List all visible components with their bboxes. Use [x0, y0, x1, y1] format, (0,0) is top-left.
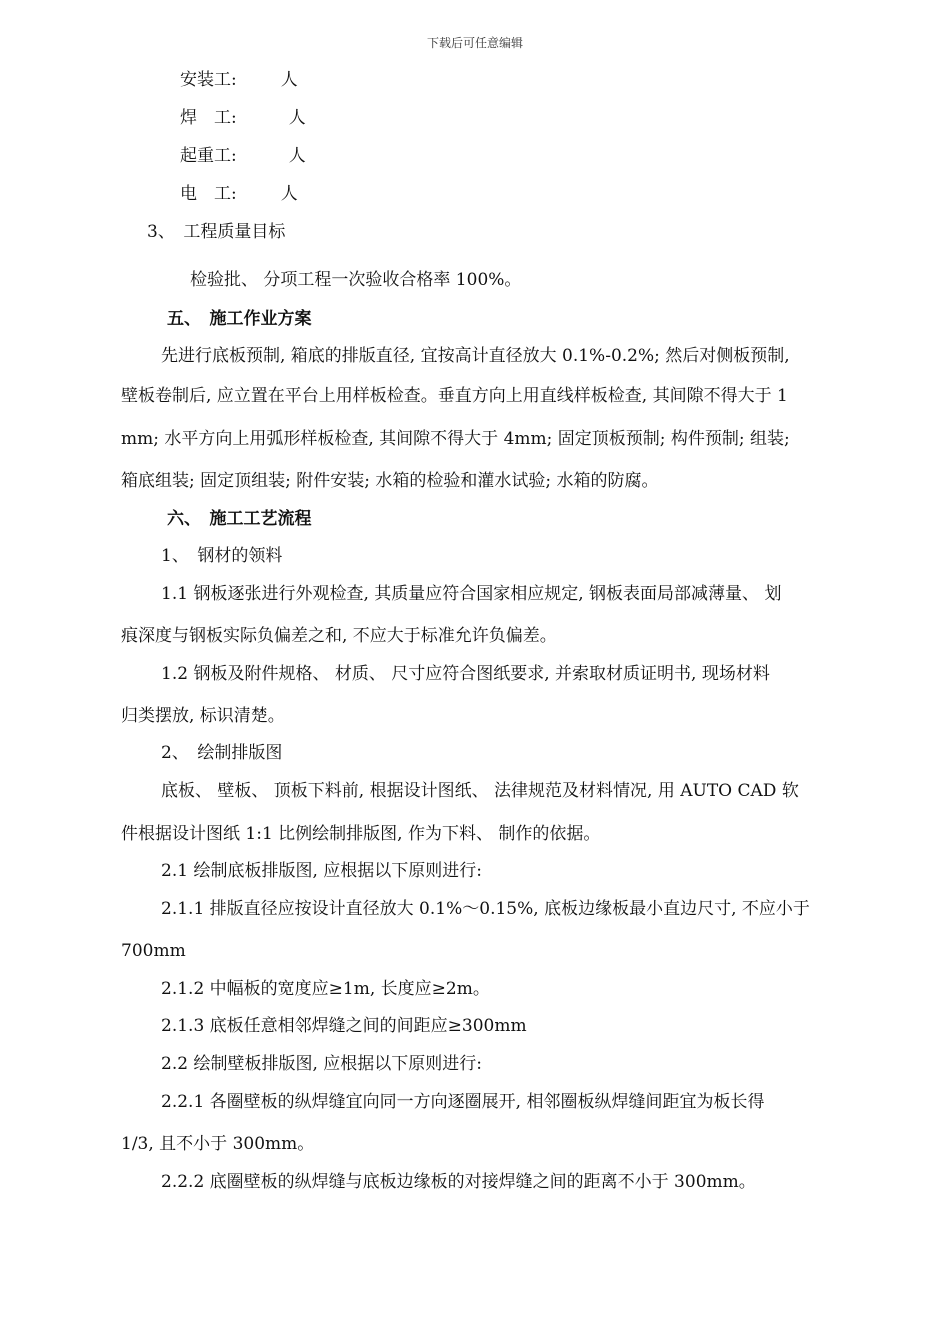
paragraph-line: 件根据设计图纸 1:1 比例绘制排版图, 作为下料、 制作的依据。 [121, 824, 601, 844]
section-5-paragraph-line: 壁板卷制后, 应立置在平台上用样板检查。垂直方向上用直线样板检查, 其间隙不得大于 1 [121, 386, 788, 406]
worker-row [180, 144, 306, 168]
worker-unit: 人 [280, 184, 298, 204]
paragraph-line: 底板、 壁板、 顶板下料前, 根据设计图纸、 法律规范及材料情况, 用 AUTO CAD 软 [161, 781, 799, 801]
section-5-paragraph-line: 箱底组装; 固定顶组装; 附件安装; 水箱的检验和灌水试验; 水箱的防腐。 [121, 471, 659, 491]
worker-label: 焊 工: [180, 108, 237, 128]
paragraph-line: 1.2 钢板及附件规格、 材质、 尺寸应符合图纸要求, 并索取材质证明书, 现场材料 [161, 664, 770, 684]
section-3-text: 检验批、 分项工程一次验收合格率 100%。 [190, 270, 522, 290]
paragraph-line: 1/3, 且不小于 300mm。 [121, 1134, 315, 1154]
paragraph-line: 1.1 钢板逐张进行外观检查, 其质量应符合国家相应规定, 钢板表面局部减薄量、 划 [161, 584, 782, 604]
section-5-heading: 五、 施工作业方案 [167, 309, 312, 329]
worker-unit: 人 [280, 70, 298, 90]
paragraph-line: 2.1.2 中幅板的宽度应≥1m, 长度应≥2m。 [161, 979, 490, 999]
worker-label: 电 工: [180, 184, 237, 204]
worker-row [180, 182, 298, 206]
section-5-paragraph-line: mm; 水平方向上用弧形样板检查, 其间隙不得大于 4mm; 固定顶板预制; 构件预制; 组装; [121, 429, 790, 449]
page-header: 下载后可任意编辑 [426, 36, 523, 50]
worker-row [180, 106, 306, 130]
paragraph-line: 2.2 绘制壁板排版图, 应根据以下原则进行: [161, 1054, 482, 1074]
section-6-heading: 六、 施工工艺流程 [167, 509, 312, 529]
section-3-heading: 3、 工程质量目标 [147, 222, 286, 242]
worker-label: 起重工: [180, 146, 237, 166]
worker-row [180, 68, 298, 92]
paragraph-line: 归类摆放, 标识清楚。 [121, 706, 285, 726]
paragraph-line: 700mm [121, 941, 186, 961]
paragraph-line: 2.1.1 排版直径应按设计直径放大 0.1%～0.15%, 底板边缘板最小直边尺寸, 不应小于 [161, 899, 810, 919]
paragraph-line: 2.2.1 各圈壁板的纵焊缝宜向同一方向逐圈展开, 相邻圈板纵焊缝间距宜为板长得 [161, 1092, 765, 1112]
worker-label: 安装工: [180, 70, 237, 90]
paragraph-line: 2.2.2 底圈壁板的纵焊缝与底板边缘板的对接焊缝之间的距离不小于 300mm。 [161, 1172, 756, 1192]
paragraph-line: 2.1 绘制底板排版图, 应根据以下原则进行: [161, 861, 482, 881]
section-5-paragraph-line: 先进行底板预制, 箱底的排版直径, 宜按高计直径放大 0.1%-0.2%; 然后对侧板预制, [161, 346, 790, 366]
worker-unit: 人 [288, 108, 306, 128]
subsection-heading: 2、 绘制排版图 [161, 743, 283, 763]
worker-unit: 人 [288, 146, 306, 166]
paragraph-line: 痕深度与钢板实际负偏差之和, 不应大于标准允许负偏差。 [121, 626, 557, 646]
subsection-heading: 1、 钢材的领料 [161, 546, 283, 566]
paragraph-line: 2.1.3 底板任意相邻焊缝之间的间距应≥300mm [161, 1016, 527, 1036]
